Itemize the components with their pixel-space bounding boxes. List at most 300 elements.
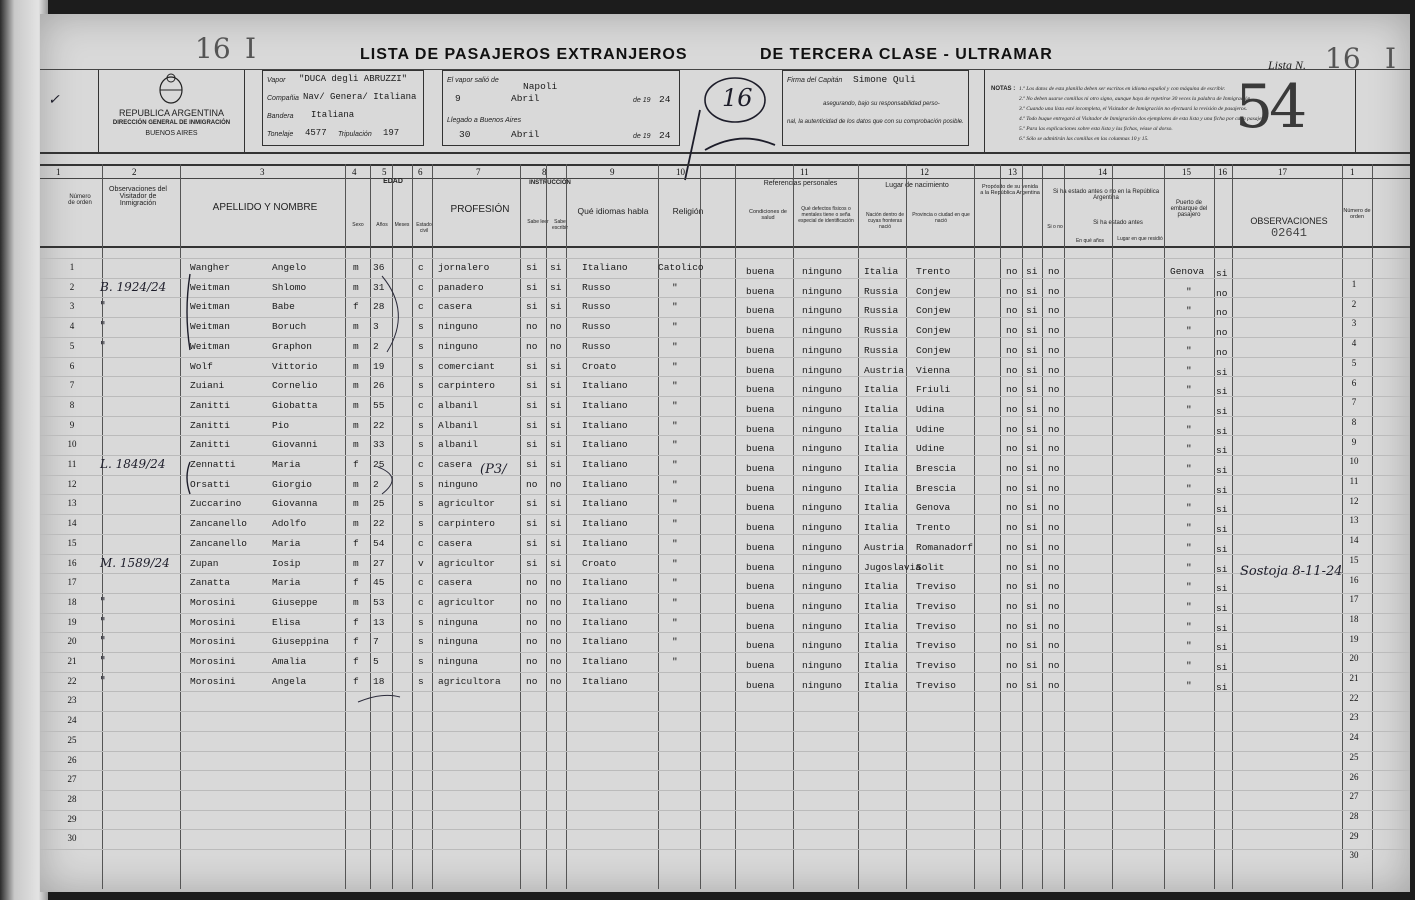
civil-status: s [418,321,424,333]
age: 2 [373,340,379,352]
profession: comerciant [438,360,496,372]
arrival-month: Abril [511,129,540,140]
row-number: 1 [69,262,75,272]
previously-in-argentina: no [1048,581,1060,593]
column-16: si [1216,662,1228,673]
table-row-rule [40,790,1410,791]
sabe-escribir: no [550,577,562,589]
previously-in-argentina: no [1048,502,1060,514]
sabe-escribir: no [550,596,562,608]
vapor-value: "DUCA degli ABRUZZI" [299,74,408,84]
row-number: 23 [67,695,77,706]
sabe-leer: no [526,675,538,687]
age: 26 [373,380,385,392]
embark-port: " [1186,364,1192,376]
age: 54 [373,537,385,549]
captain-label: Firma del Capitán [787,77,843,84]
given-name: Elisa [272,616,301,628]
embark-port: " [1186,581,1192,593]
civil-status: s [418,360,424,372]
defects: ninguno [802,463,842,474]
row-number: 13 [67,498,77,509]
row-number-right: 13 [1349,515,1359,526]
row-number: 19 [67,616,77,627]
sex: m [353,557,359,569]
row-number-right: 10 [1349,456,1359,467]
salio-label: El vapor salió de [447,77,499,84]
defects: ninguno [802,403,842,415]
health: buena [746,522,775,534]
civil-status: c [418,301,424,313]
sabe-escribir: si [550,360,562,372]
table-vertical-rule [735,164,736,889]
previously-in-argentina: no [1048,541,1060,553]
departure-day: 9 [455,93,461,104]
birth-nation: Italia [864,502,899,514]
purpose-a: no [1006,423,1018,435]
age: 53 [373,596,385,608]
birth-city: Treviso [916,581,956,593]
profession: carpintero [438,380,496,392]
table-vertical-rule [858,164,859,889]
profession: albanil [438,399,478,411]
purpose-a: no [1006,541,1018,553]
religion: " [672,537,678,549]
tonelaje-label: Tonelaje [267,131,294,138]
emblem-box [98,70,245,152]
previously-in-argentina: no [1048,640,1060,652]
header-defectos: Qué defectos físicos o mentales tiene o seña especial de identificación [798,206,854,224]
row-number-right: 24 [1349,732,1359,743]
sabe-leer: si [526,439,538,451]
notas-line: 2.º No deben usarse comillas ni otro signo, aunque haya de repetirse 30 veces la palabra de Inmigración. [1019,96,1252,102]
profession: agricultor [438,498,496,510]
compania-label: Compañia [267,95,299,102]
column-16: si [1216,366,1228,378]
surname: Zuiani [190,380,225,392]
visitor-observation: " [100,634,106,649]
civil-status: s [418,518,424,530]
row-number: 5 [69,340,75,351]
language: Italiano [582,498,628,510]
given-name: Giorgio [272,478,312,490]
language: Italiano [582,636,628,648]
surname: Zanitti [190,419,230,431]
purpose-a: no [1006,640,1018,652]
religion: " [672,360,678,372]
column-header-bottom-rule [40,246,1410,248]
row-number: 20 [67,636,77,647]
sabe-leer: no [526,577,538,589]
age: 22 [373,518,385,530]
header-nacion: Nación dentro de cuyas fronteras nació [865,212,905,230]
given-name: Angelo [272,262,307,273]
purpose-a: no [1006,364,1018,376]
table-vertical-rule [520,164,521,889]
embark-port: " [1186,305,1192,317]
header-sabe-escribir: Sabe escribir [551,219,569,231]
compania-value: Nav/ Genera/ Italiana [303,92,417,102]
embark-port: " [1186,482,1192,494]
religion: " [672,616,678,628]
profession: agricultora [438,675,501,687]
surname: Morosini [190,616,236,628]
birth-city: Treviso [916,679,956,691]
defects: ninguno [802,266,842,277]
health: buena [746,502,775,514]
row-number-right: 20 [1349,653,1359,664]
purpose-a: no [1006,679,1018,691]
birth-city: Trento [916,266,951,277]
health: buena [746,541,775,553]
purpose-b: si [1026,305,1038,317]
row-number-right: 8 [1351,416,1357,427]
religion: " [672,340,678,352]
column-header-top-rule [40,178,1410,179]
profession: ninguna [438,656,478,667]
column-number: 6 [418,167,423,177]
birth-city: Vienna [916,364,951,376]
defects: ninguno [802,325,842,337]
bandera-label: Bandera [267,113,294,120]
header-edad: EDAD [383,178,403,185]
tripulacion-value: 197 [383,128,400,138]
language: Italiano [582,537,628,549]
sabe-leer: si [526,498,538,510]
column-number: 4 [352,167,357,177]
sabe-escribir: no [550,340,562,352]
sex: m [353,321,359,333]
column-16: no [1216,287,1228,299]
given-name: Maria [272,577,301,589]
sabe-leer: no [526,656,538,667]
birth-city: Treviso [916,620,956,632]
age: 13 [373,616,385,628]
notas-line: 3.º Cuando una lista esté incompleta, el Visitador de Inmigración no efectuará la revisión de pasajeros. [1019,106,1248,112]
age: 27 [373,557,385,569]
column-16: no [1216,327,1228,339]
column-number: 10 [676,167,685,177]
column-number: 13 [1008,167,1017,177]
birth-nation: Austria [864,364,904,376]
row-number: 12 [67,478,77,489]
given-name: Giovanni [272,439,318,451]
notas-label: NOTAS : [991,86,1016,92]
religion: Catolico [658,262,704,273]
civil-status: s [418,636,424,648]
row-number: 4 [69,321,75,332]
departure-year: 24 [659,94,671,105]
sabe-escribir: si [550,537,562,549]
given-name: Vittorio [272,360,318,372]
captain-box [782,70,969,146]
row-number: 29 [67,813,77,824]
column-16: si [1216,425,1228,437]
row-number-right: 7 [1351,397,1357,408]
birth-nation: Italia [864,620,899,632]
column-16: si [1216,386,1228,398]
profession: ninguno [438,340,478,352]
row-number: 6 [69,360,75,371]
header-estado-civil: Estado civil [416,222,432,234]
sex: f [353,301,359,313]
birth-nation: Italia [864,423,899,435]
row-number-right: 9 [1351,436,1357,447]
departure-month: Abril [511,93,540,104]
surname: Morosini [190,656,236,667]
profession: Albanil [438,419,478,431]
table-vertical-rule [1022,164,1023,889]
row-number: 27 [67,774,77,785]
previously-in-argentina: no [1048,600,1060,612]
religion: " [672,518,678,530]
sex: f [353,459,359,470]
defects: ninguno [802,522,842,534]
profession: ninguno [438,478,478,490]
purpose-b: si [1026,502,1038,514]
language: Italiano [582,399,628,411]
defects: ninguno [802,600,842,612]
header-proposito: Propósito de su venida a la República Argentina [980,184,1040,196]
profession: albanil [438,439,478,451]
column-16: si [1216,405,1228,417]
age: 25 [373,498,385,510]
embark-port: Genova [1170,266,1205,277]
language: Italiano [582,656,628,667]
age: 7 [373,636,379,648]
tripulacion-label: Tripulación [338,131,372,138]
given-name: Angela [272,675,307,687]
purpose-b: si [1026,482,1038,494]
row-number-right: 23 [1349,712,1359,723]
purpose-b: si [1026,660,1038,671]
age: 5 [373,656,379,667]
row-number: 26 [67,754,77,765]
header-lugar-nacimiento: Lugar de nacimiento [885,182,949,189]
purpose-b: si [1026,403,1038,415]
surname: Zanitti [190,399,230,411]
purpose-a: no [1006,266,1018,277]
language: Croato [582,557,617,569]
table-vertical-rule [1042,164,1043,889]
religion: " [672,557,678,569]
notas-line: 4.º Todo buque entregará al Visitador de Inmigración dos ejemplares de esta lista y una ficha por cada pasajero. [1019,116,1268,122]
purpose-a: no [1006,384,1018,396]
page-number-stamp-suffix: I [245,32,257,65]
row-number-right: 28 [1349,810,1359,821]
sabe-escribir: no [550,675,562,687]
table-vertical-rule [1214,164,1215,889]
column-number: 12 [920,167,929,177]
health: buena [746,266,775,277]
row-number: 14 [67,518,77,529]
header-sabe-leer: Sabe leer [527,219,549,225]
purpose-a: no [1006,600,1018,612]
table-row-rule [40,829,1410,830]
religion: " [672,399,678,411]
sex: m [353,439,359,451]
previously-in-argentina: no [1048,620,1060,632]
sabe-escribir: si [550,281,562,293]
header-lugar-residio: Lugar en que residió [1117,236,1163,242]
birth-city: Romanadorf [916,541,974,553]
row-number-right: 22 [1349,692,1359,703]
sex: f [353,636,359,648]
notas-line: 1.º Los datos de esta planilla deben ser escritos en idioma español y con máquina de escribir. [1019,86,1226,92]
column-16: si [1216,268,1228,279]
health: buena [746,364,775,376]
table-vertical-rule [566,164,567,889]
sex: m [353,360,359,372]
column-16: si [1216,563,1228,575]
religion: " [672,439,678,451]
birth-nation: Russia [864,344,899,356]
visitor-observation: " [100,673,106,688]
surname: Wangher [190,262,230,273]
column-16: si [1216,583,1228,595]
health: buena [746,384,775,396]
departure-year-prefix: de 19 [633,97,651,104]
health: buena [746,581,775,593]
language: Italiano [582,478,628,490]
header-observaciones-visitador: Observaciones del Visitador de Inmigración [109,186,167,207]
birth-city: Conjew [916,285,951,297]
column-16: si [1216,602,1228,614]
notas-line: 5.º Para las explicaciones sobre esta lista y las fichas, véase al dorso. [1019,126,1173,132]
column-16: si [1216,445,1228,457]
defects: ninguno [802,660,842,671]
sabe-leer: si [526,459,538,470]
religion: " [672,478,678,490]
column-number: 15 [1182,167,1191,177]
birth-nation: Russia [864,285,899,297]
given-name: Shlomo [272,281,307,293]
surname: Morosini [190,636,236,648]
age: 33 [373,439,385,451]
surname: Zanitti [190,439,230,451]
previously-in-argentina: no [1048,561,1060,573]
language: Italiano [582,439,628,451]
surname: Weitman [190,321,230,333]
sabe-leer: si [526,399,538,411]
surname: Wolf [190,360,213,372]
religion: " [672,577,678,589]
birth-nation: Italia [864,679,899,691]
language: Russo [582,321,611,333]
table-vertical-rule [1232,164,1233,889]
purpose-b: si [1026,384,1038,396]
header-si-no: Si o no [1047,224,1063,230]
row-number-right: 6 [1351,377,1357,388]
previously-in-argentina: no [1048,463,1060,474]
age: 55 [373,399,385,411]
sabe-leer: si [526,557,538,569]
embark-port: " [1186,384,1192,396]
defects: ninguno [802,581,842,593]
purpose-b: si [1026,541,1038,553]
birth-nation: Italia [864,463,899,474]
birth-nation: Italia [864,522,899,534]
defects: ninguno [802,679,842,691]
profession: casera [438,577,473,589]
row-number: 21 [67,656,77,666]
row-number-right: 2 [1351,298,1357,309]
birth-nation: Italia [864,443,899,455]
row-number: 2 [69,281,75,292]
table-row-rule [40,810,1410,811]
column-number: 3 [260,167,265,177]
surname: Zancanello [190,518,248,530]
religion: " [672,321,678,333]
sabe-leer: si [526,380,538,392]
table-row-rule [40,751,1410,752]
big-stamped-number: 54 [1235,72,1304,142]
sabe-escribir: si [550,301,562,313]
header-condiciones: Condiciones de salud [749,209,787,221]
civil-status: c [418,399,424,411]
column-number: 8 [542,167,547,177]
health: buena [746,325,775,337]
birth-city: Conjew [916,305,951,317]
birth-city: Conjew [916,344,951,356]
purpose-b: si [1026,266,1038,277]
religion: " [672,498,678,510]
sabe-leer: si [526,281,538,293]
row-number-right: 19 [1349,633,1359,644]
surname: Zuccarino [190,498,242,510]
religion: " [672,636,678,648]
defects: ninguno [802,561,842,573]
ledger-page [40,14,1410,892]
row-number: 22 [67,675,77,686]
visitor-observation: B. 1924/24 [100,279,167,294]
embark-port: " [1186,502,1192,514]
given-name: Giuseppe [272,596,318,608]
header-instruccion: INSTRUCCIÓN [529,180,571,186]
birth-city: Brescia [916,463,956,474]
embark-port: " [1186,600,1192,612]
sex: m [353,419,359,431]
previously-in-argentina: no [1048,522,1060,534]
sex: m [353,262,359,273]
title-left: LISTA DE PASAJEROS EXTRANJEROS [360,46,688,63]
visitor-observation: M. 1589/24 [100,555,170,570]
column-16: no [1216,346,1228,358]
birth-city: Treviso [916,640,956,652]
row-number: 9 [69,419,75,430]
profession: ninguna [438,636,478,648]
vapor-label: Vapor [267,77,286,84]
sabe-escribir: si [550,399,562,411]
profession: ninguna [438,616,478,628]
birth-city: Conjew [916,325,951,337]
purpose-a: no [1006,660,1018,671]
sabe-escribir: si [550,459,562,470]
sabe-leer: si [526,301,538,313]
sex: m [353,281,359,293]
header-idiomas: Qué idiomas habla [577,206,649,216]
sabe-escribir: si [550,262,562,273]
previously-in-argentina: no [1048,325,1060,337]
age: 2 [373,478,379,490]
embark-port: " [1186,285,1192,297]
purpose-b: si [1026,640,1038,652]
page-number-stamp: 16 [195,32,231,65]
birth-city: Genova [916,502,951,514]
language: Italiano [582,518,628,530]
purpose-a: no [1006,325,1018,337]
civil-status: s [418,498,424,510]
